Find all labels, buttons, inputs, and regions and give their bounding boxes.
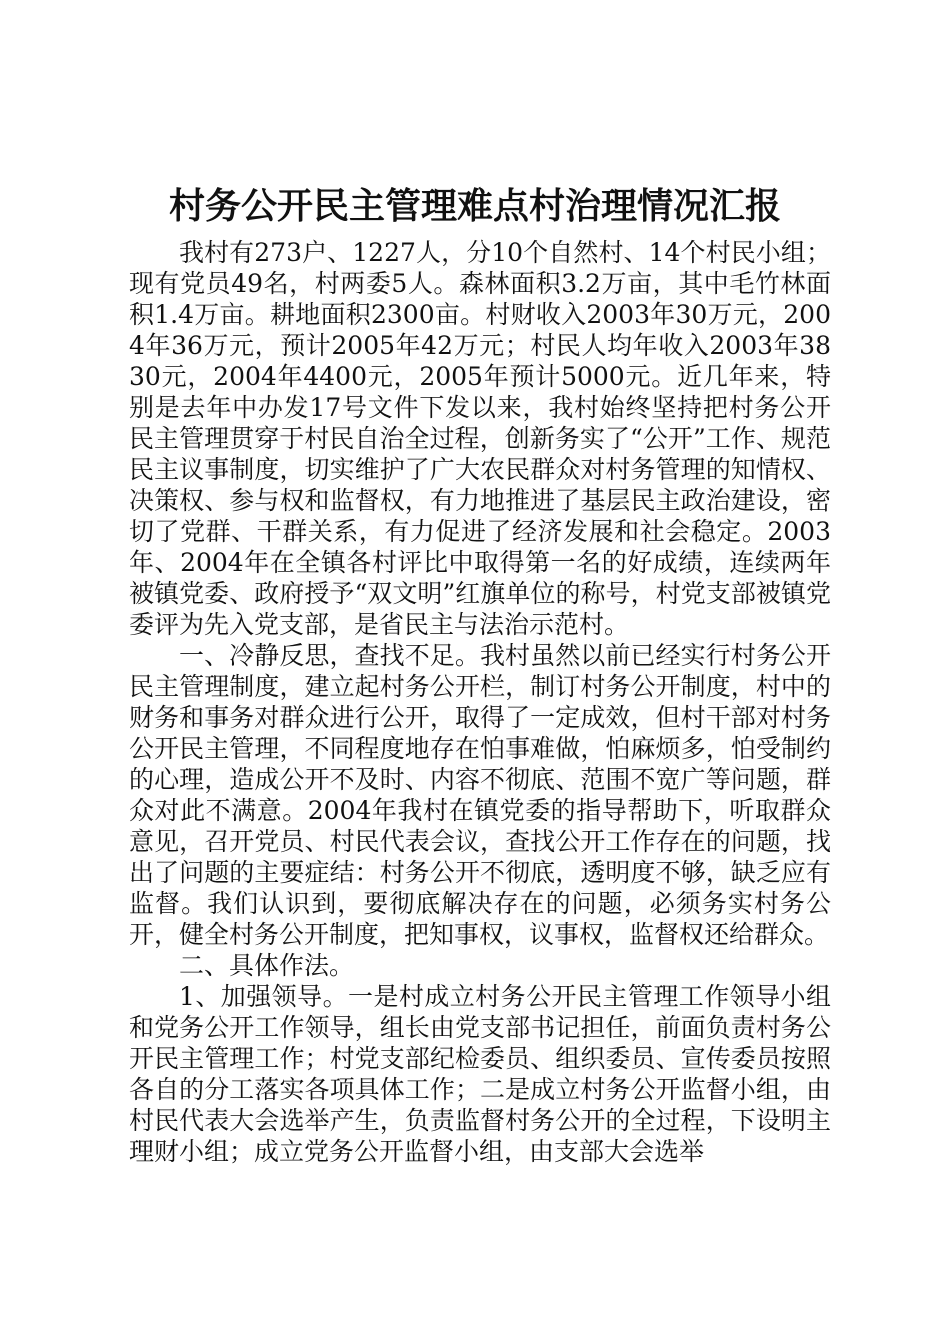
document-body xyxy=(129,237,831,1167)
document-title: 村务公开民主管理难点村治理情况汇报 xyxy=(168,185,781,227)
paragraph-methods-heading: 二、具体作法。 xyxy=(179,951,355,980)
paragraph-overview: 我村有273户、1227人，分10个自然村、14个村民小组；现有党员49名，村两委5人。森林面积3.2万亩，其中毛竹林面积1.4万亩。耕地面积2300亩。村财收入2003年30万元，2004年36万元，预计2005年42万元；村民人均年收入2003年3830元，2004年4400元，2005年预计5000元。近几年来，特别是去年中办发17号文件下发以来，我村始终坚持把村务公开民主管理贯穿于村民自治全过程，创新务实了“公开”工作、规范民主议事制度，切实维护了广大农民群众对村务管理的知情权、决策权、参与权和监督权，有力地推进了基层民主政治建设，密切了党群、干群关系，有力促进了经济发展和社会稳定。2003年、2004年在全镇各村评比中取得第一名的好成绩，连续两年被镇党委、政府授予“双文明”红旗单位的称号，村党支部被镇党委评为先入党支部，是省民主与法治示范村。 xyxy=(129,238,831,639)
paragraph-leadership: 1、加强领导。一是村成立村务公开民主管理工作领导小组和党务公开工作领导，组长由党支部书记担任，前面负责村务公开民主管理工作；村党支部纪检委员、组织委员、宣传委员按照各自的分工落实各项具体工作；二是成立村务公开监督小组，由村民代表大会选举产生，负责监督村务公开的全过程，下设明主理财小组；成立党务公开监督小组，由支部大会选举 xyxy=(129,982,831,1166)
paragraph-reflection: 一、冷静反思，查找不足。我村虽然以前已经实行村务公开民主管理制度，建立起村务公开栏，制订村务公开制度，村中的财务和事务对群众进行公开，取得了一定成效，但村干部对村务公开民主管理，不同程度地存在怕事难做，怕麻烦多，怕受制约的心理，造成公开不及时、内容不彻底、范围不宽广等问题，群众对此不满意。2004年我村在镇党委的指导帮助下，听取群众意见，召开党员、村民代表会议，查找公开工作存在的问题，找出了问题的主要症结：村务公开不彻底，透明度不够，缺乏应有监督。我们认识到，要彻底解决存在的问题，必须务实村务公开，健全村务公开制度，把知事权，议事权，监督权还给群众。 xyxy=(129,641,831,949)
